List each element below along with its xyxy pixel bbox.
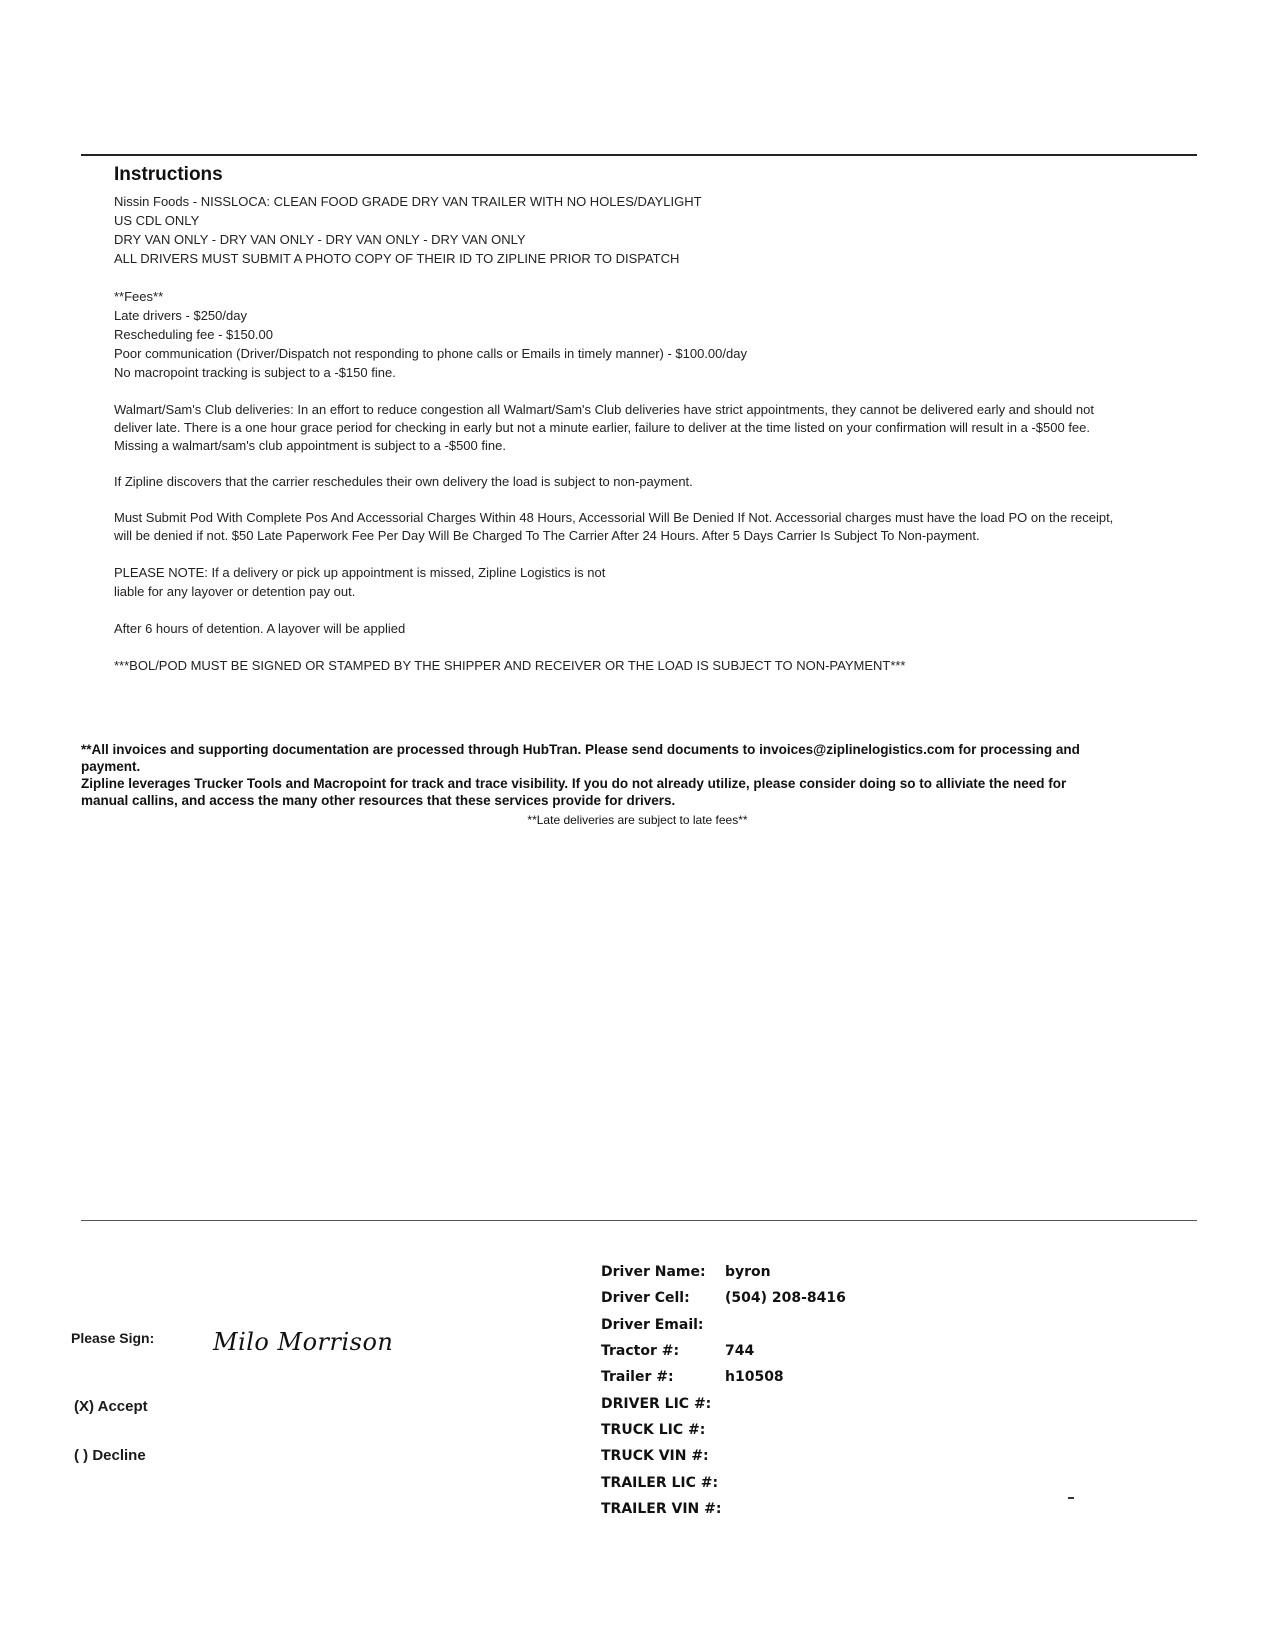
please-note-line: liable for any layover or detention pay out. — [114, 584, 356, 599]
truck-vin-label: TRUCK VIN #: — [601, 1448, 709, 1465]
detention-line: After 6 hours of detention. A layover will be applied — [114, 621, 406, 636]
instructions-section — [114, 164, 1114, 675]
driver-info-table — [601, 1259, 885, 1522]
driver-info-row — [601, 1443, 885, 1469]
instruction-line: Nissin Foods - NISSLOCA: CLEAN FOOD GRADE DRY VAN TRAILER WITH NO HOLES/DAYLIGHT — [114, 194, 702, 209]
notes-section — [81, 741, 1091, 809]
driver-info-row — [601, 1259, 885, 1285]
accept-option[interactable]: (X) Accept — [74, 1398, 148, 1415]
tractor-value: 744 — [725, 1343, 755, 1360]
signature: Milo Morrison — [213, 1328, 394, 1356]
late-fees-note: **Late deliveries are subject to late fees** — [527, 813, 748, 827]
fee-line: Late drivers - $250/day — [114, 308, 247, 323]
driver-info-row — [601, 1390, 885, 1416]
reschedule-paragraph: If Zipline discovers that the carrier reschedules their own delivery the load is subject to non-payment. — [114, 474, 693, 489]
driver-name-label: Driver Name: — [601, 1264, 706, 1281]
driver-info-row — [601, 1417, 885, 1443]
pod-paragraph: Must Submit Pod With Complete Pos And Accessorial Charges Within 48 Hours, Accessorial Will Be Denied If Not. Accessorial charges must have the load PO on the receipt, will be denied if not. $50 Late Paperwork Fee Per Day Will Be Charged To The Carrier After 24 Hours. After 5 Days Carrier Is Subject To Non-payment. — [114, 510, 1114, 543]
driver-cell-value: (504) 208-8416 — [725, 1290, 846, 1307]
instructions-heading: Instructions — [114, 164, 223, 185]
trailer-value: h10508 — [725, 1369, 784, 1386]
trailer-vin-label: TRAILER VIN #: — [601, 1500, 722, 1517]
tracking-note: Zipline leverages Trucker Tools and Macropoint for track and trace visibility. If you do not already utilize, please consider doing so to alliviate the need for manual callins, and access the many other resources that these services provide for drivers. — [81, 776, 1067, 808]
please-note-line: PLEASE NOTE: If a delivery or pick up appointment is missed, Zipline Logistics is not — [114, 565, 606, 580]
fee-line: Rescheduling fee - $150.00 — [114, 327, 274, 342]
instruction-line: US CDL ONLY — [114, 213, 200, 228]
walmart-paragraph: Walmart/Sam's Club deliveries: In an effort to reduce congestion all Walmart/Sam's Club deliveries have strict appointments, they cannot be delivered early and should not deliver late. There is a one hour grace period for checking in early but not a minute earlier, failure to deliver at the time listed on your confirmation will result in a -$500 fee. Missing a walmart/sam's club appointment is subject to a -$500 fine. — [114, 402, 1094, 453]
fee-line: No macropoint tracking is subject to a -$150 fine. — [114, 365, 396, 380]
driver-info-row — [601, 1312, 885, 1338]
header-divider — [81, 154, 1197, 156]
driver-name-value: byron — [725, 1264, 771, 1281]
truck-lic-label: TRUCK LIC #: — [601, 1421, 706, 1438]
tractor-label: Tractor #: — [601, 1343, 680, 1360]
trailer-label: Trailer #: — [601, 1369, 674, 1386]
trailer-lic-label: TRAILER LIC #: — [601, 1474, 719, 1491]
invoices-note: **All invoices and supporting documentation are processed through HubTran. Please send documents to invoices@ziplinelogistics.com for processing and payment. — [81, 742, 1080, 774]
instruction-line: ALL DRIVERS MUST SUBMIT A PHOTO COPY OF THEIR ID TO ZIPLINE PRIOR TO DISPATCH — [114, 251, 680, 266]
please-sign-label: Please Sign: — [71, 1330, 155, 1346]
fees-heading: **Fees** — [114, 289, 164, 304]
instruction-line: DRY VAN ONLY - DRY VAN ONLY - DRY VAN ONLY - DRY VAN ONLY — [114, 232, 526, 247]
driver-cell-label: Driver Cell: — [601, 1290, 690, 1307]
driver-info-row — [601, 1338, 885, 1364]
fee-line: Poor communication (Driver/Dispatch not responding to phone calls or Emails in timely manner) - $100.00/day — [114, 346, 747, 361]
driver-info-row — [601, 1496, 885, 1522]
decline-option[interactable]: ( ) Decline — [74, 1447, 146, 1464]
section-divider — [81, 1220, 1197, 1221]
driver-lic-label: DRIVER LIC #: — [601, 1395, 712, 1412]
dash-mark — [1068, 1497, 1074, 1499]
driver-info-row — [601, 1469, 885, 1495]
driver-email-label: Driver Email: — [601, 1316, 704, 1333]
bol-line: ***BOL/POD MUST BE SIGNED OR STAMPED BY THE SHIPPER AND RECEIVER OR THE LOAD IS SUBJECT TO NON-PAYMENT*** — [114, 658, 906, 673]
driver-info-row — [601, 1364, 885, 1390]
driver-info-row — [601, 1285, 885, 1311]
